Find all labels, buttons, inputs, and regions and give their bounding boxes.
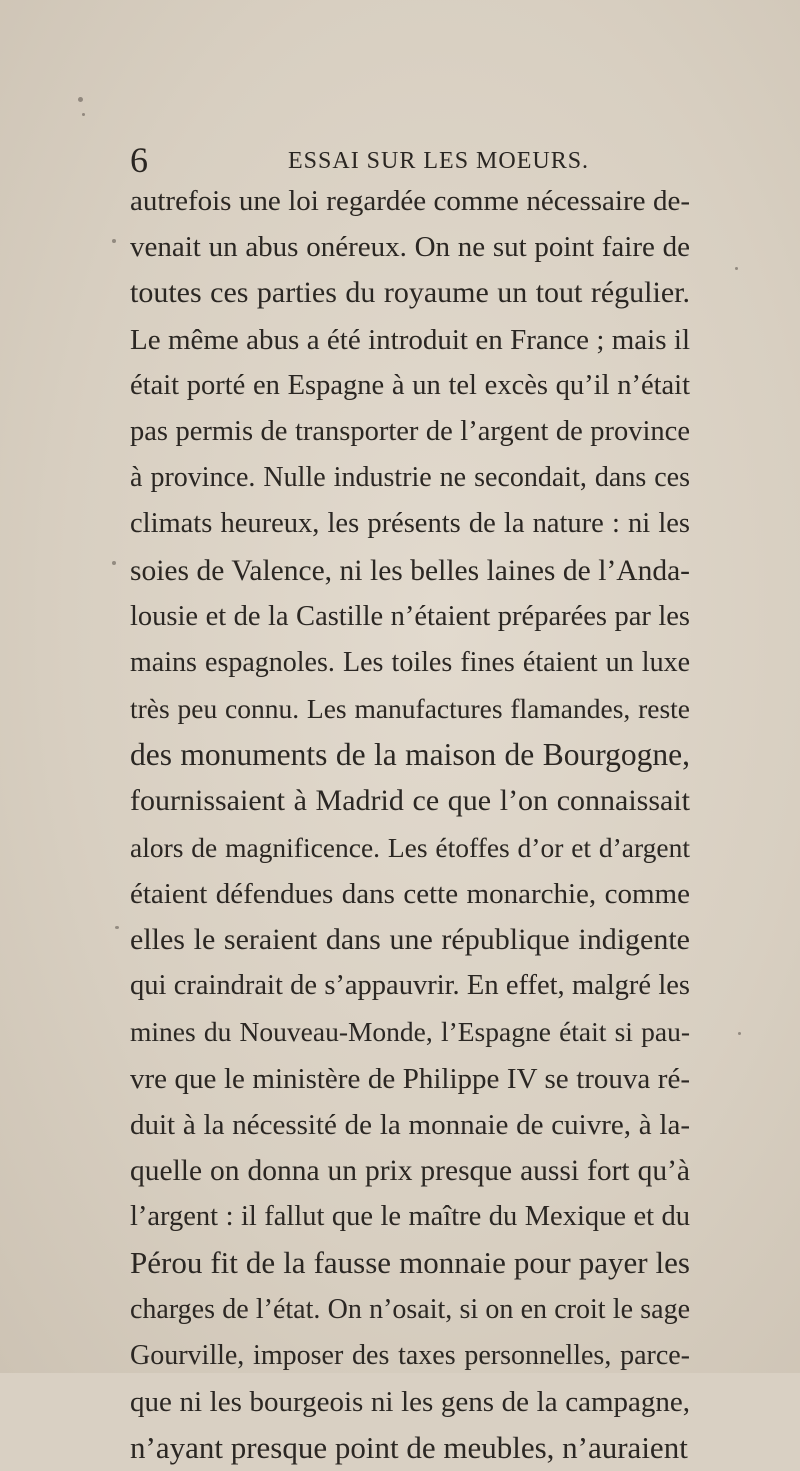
- page-header: [130, 140, 690, 180]
- page-number: 6: [130, 140, 148, 180]
- text-line: soies de Valence, ni les belles laines de l’Anda-: [130, 554, 690, 587]
- text-line: lousie et de la Castille n’étaient préparées par les: [130, 600, 690, 632]
- text-line: climats heureux, les présents de la nature : ni les: [130, 508, 690, 540]
- text-line: mines du Nouveau-Monde, l’Espagne était si pau-: [130, 1016, 690, 1048]
- text-line: fournissaient à Madrid ce que l’on connaissait: [130, 784, 690, 818]
- text-line: charges de l’état. On n’osait, si on en croit le sage: [130, 1293, 690, 1325]
- text-line: Le même abus a été introduit en France ; mais il: [130, 323, 690, 356]
- text-line: mains espagnoles. Les toiles fines étaient un luxe: [130, 646, 690, 678]
- text-line: n’ayant presque point de meubles, n’auraient: [130, 1430, 688, 1466]
- paper-speck: [112, 239, 116, 243]
- text-line: Pérou fit de la fausse monnaie pour payer les: [130, 1245, 690, 1281]
- paper-speck: [78, 97, 83, 102]
- paper-speck: [112, 561, 116, 565]
- text-line: venait un abus onéreux. On ne sut point faire de: [130, 231, 690, 264]
- text-line: alors de magnificence. Les étoffes d’or et d’argent: [130, 831, 690, 863]
- text-line: pas permis de transporter de l’argent de province: [130, 415, 690, 447]
- paper-speck: [735, 267, 738, 270]
- text-line: que ni les bourgeois ni les gens de la campagne,: [130, 1385, 690, 1418]
- text-line: autrefois une loi regardée comme nécessaire de-: [130, 185, 690, 217]
- text-line: l’argent : il fallut que le maître du Mexique et du: [130, 1201, 690, 1233]
- text-line: elles le seraient dans une république indigente: [130, 923, 690, 956]
- text-line: était porté en Espagne à un tel excès qu’il n’était: [130, 369, 690, 401]
- text-line: étaient défendues dans cette monarchie, comme: [130, 877, 690, 910]
- body-text: [130, 178, 690, 1471]
- text-line: duit à la nécessité de la monnaie de cuivre, à la-: [130, 1108, 690, 1141]
- text-line: qui craindrait de s’appauvrir. En effet, malgré les: [130, 970, 690, 1002]
- text-line: Gourville, imposer des taxes personnelles, parce-: [130, 1339, 690, 1371]
- text-line: des monuments de la maison de Bourgogne,: [130, 737, 690, 773]
- text-line: à province. Nulle industrie ne secondait, dans ces: [130, 462, 690, 494]
- text-line: toutes ces parties du royaume un tout régulier.: [130, 276, 690, 310]
- text-line: vre que le ministère de Philippe IV se trouva ré-: [130, 1062, 690, 1095]
- text-line: quelle on donna un prix presque aussi fort qu’à: [130, 1154, 690, 1187]
- text-line: très peu connu. Les manufactures flamandes, reste: [130, 693, 690, 725]
- paper-speck: [115, 926, 119, 929]
- running-head: ESSAI SUR LES MOEURS.: [288, 148, 590, 174]
- paper-speck: [738, 1032, 741, 1035]
- paper-speck: [82, 113, 85, 116]
